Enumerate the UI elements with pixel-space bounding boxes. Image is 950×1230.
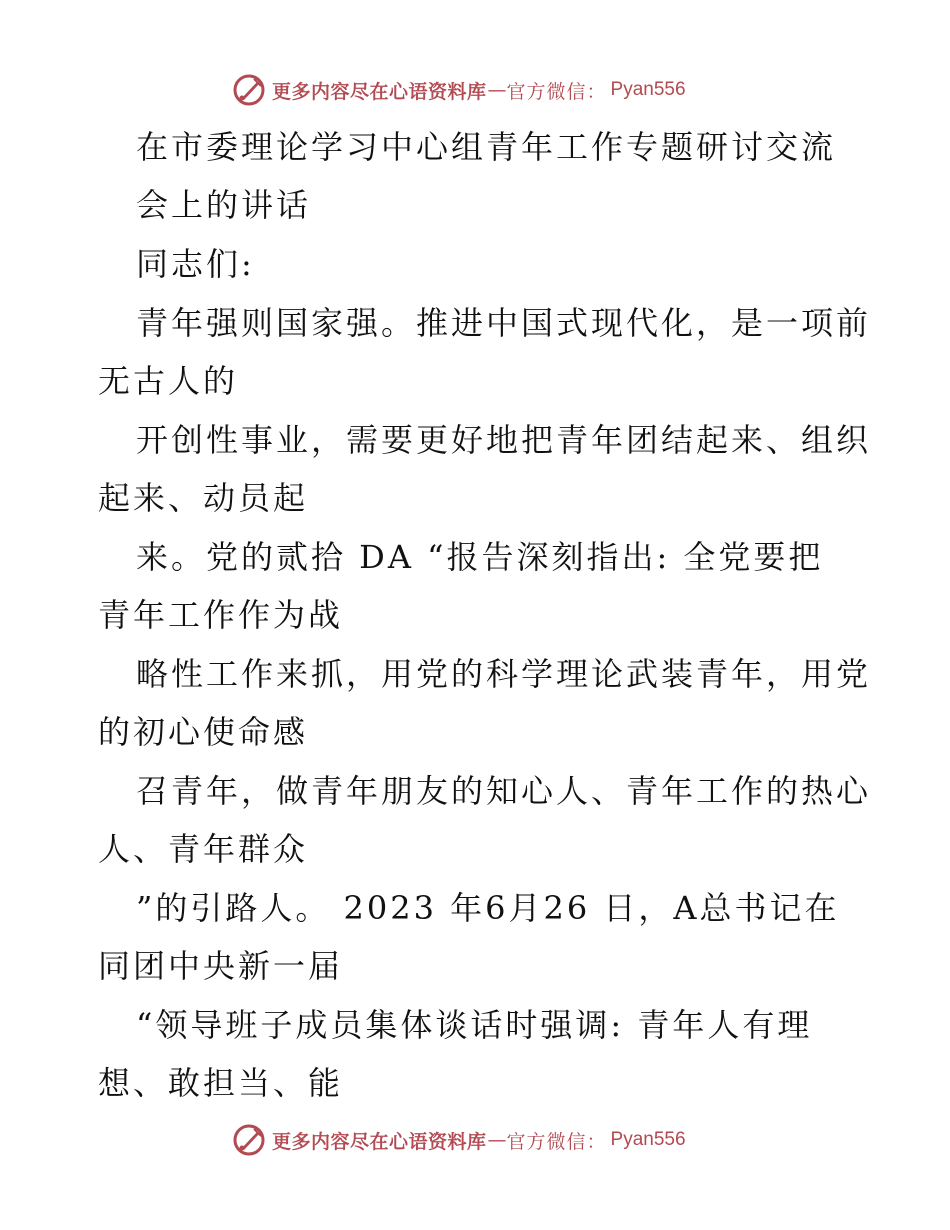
body-line: ”的引路人。 2023 年6月26 日，A总书记在 xyxy=(136,889,840,927)
body-line: 来。党的贰拾 DA “报告深刻指出: 全党要把 xyxy=(136,538,824,576)
quill-logo-icon xyxy=(232,1123,266,1157)
body-line: 人、青年群众 xyxy=(98,830,309,868)
document-title-line-1: 在市委理论学习中心组青年工作专题研讨交流 xyxy=(136,128,837,166)
body-line: 开创性事业，需要更好地把青年团结起来、组织 xyxy=(136,421,872,459)
body-line: 略性工作来抓，用党的科学理论武装青年，用党 xyxy=(136,655,872,693)
document-title-line-2: 会上的讲话 xyxy=(136,186,312,224)
body-line: “领导班子成员集体谈话时强调: 青年人有理 xyxy=(136,1006,813,1044)
body-line: 召青年，做青年朋友的知心人、青年工作的热心 xyxy=(136,772,872,810)
footer-banner xyxy=(232,1120,686,1160)
banner-dash: — xyxy=(487,79,506,101)
banner-wechat-label: 官方微信： xyxy=(506,80,607,103)
body-line: 青年强则国家强。推进中国式现代化，是一项前 xyxy=(136,304,872,342)
quill-logo-icon xyxy=(232,73,266,107)
banner-wechat-id: Pyan556 xyxy=(610,79,686,100)
banner-wechat-label: 官方微信： xyxy=(506,1130,607,1153)
banner-dash: — xyxy=(487,1129,506,1151)
banner-wechat-id: Pyan556 xyxy=(610,1129,686,1150)
body-line: 起来、动员起 xyxy=(98,479,309,517)
body-line: 同团中央新一届 xyxy=(98,947,344,985)
salutation: 同志们: xyxy=(136,245,255,283)
body-line: 想、敢担当、能 xyxy=(98,1064,344,1102)
banner-main-text: 更多内容尽在心语资料库 xyxy=(272,80,487,103)
banner-main-text: 更多内容尽在心语资料库 xyxy=(272,1130,487,1153)
body-line: 青年工作作为战 xyxy=(98,596,344,634)
body-line: 无古人的 xyxy=(98,362,239,400)
header-banner xyxy=(232,70,686,110)
body-line: 的初心使命感 xyxy=(98,713,309,751)
